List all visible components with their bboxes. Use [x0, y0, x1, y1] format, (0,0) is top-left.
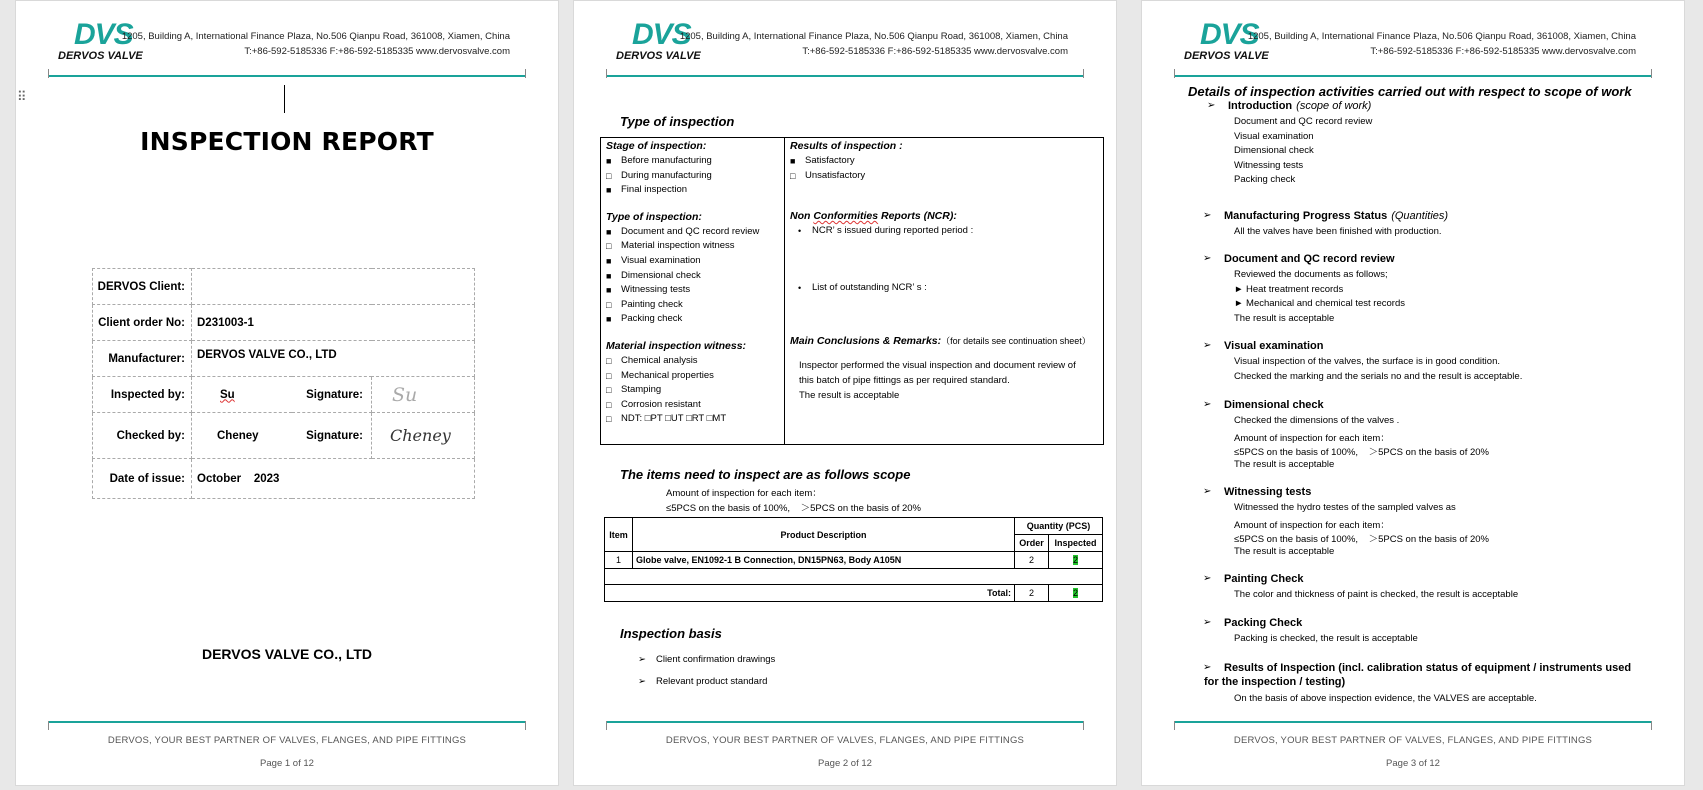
stage-list: [606, 154, 782, 198]
document-page-2: [573, 0, 1117, 786]
section-title-text: Results of Inspection (incl. calibration status of equipment / instruments used: [1224, 662, 1632, 674]
order-header: Order: [1015, 535, 1049, 552]
margin-mark: [1651, 69, 1652, 78]
checkbox-label: Dimensional check: [621, 269, 701, 281]
details-heading: Details of inspection activities carried out with respect to scope of work: [1188, 84, 1632, 99]
arrow-bullet-icon: ➢: [1203, 662, 1212, 673]
page-number: Page 3 of 12: [1386, 758, 1440, 769]
section-line: The result is acceptable: [1234, 458, 1335, 470]
footer-rule: [606, 721, 1084, 723]
basis-item-text: Relevant product standard: [655, 676, 768, 687]
checkbox-icon[interactable]: □: [606, 399, 612, 410]
inspected-signature-label: Signature:: [292, 377, 372, 413]
basis-item: ➢ Client confirmation drawings: [638, 654, 776, 665]
footer-slogan: DERVOS, YOUR BEST PARTNER OF VALVES, FLANGES, AND PIPE FITTINGS: [1233, 735, 1593, 746]
margin-mark: [48, 69, 49, 78]
basis-item: ➢ Relevant product standard: [638, 676, 768, 687]
section-line: ≤5PCS on the basis of 100%, ＞5PCS on the basis of 20%: [1234, 534, 1489, 546]
section-title-text: Witnessing tests: [1224, 486, 1312, 498]
contact-line: T:+86-592-5185336 F:+86-592-5185335 www.dervosvalve.com: [802, 46, 1068, 57]
logo-mark: DVS: [632, 18, 691, 51]
section-line: Document and QC record review: [1234, 116, 1373, 127]
arrow-bullet-icon: ➢: [1203, 253, 1212, 264]
checkbox-item[interactable]: [790, 169, 1100, 184]
items-table: [604, 517, 1103, 602]
section-heading: [1204, 662, 1631, 674]
table-row: [93, 305, 475, 341]
scope-heading: The items need to inspect are as follows scope: [620, 467, 911, 482]
checkbox-icon[interactable]: ■: [606, 270, 612, 281]
checkbox-item[interactable]: [606, 369, 782, 384]
contact-line: T:+86-592-5185336 F:+86-592-5185335 www.dervosvalve.com: [1370, 46, 1636, 57]
checkbox-icon[interactable]: □: [606, 385, 612, 396]
quantity-header: Quantity (PCS): [1015, 518, 1103, 535]
section-heading: [1204, 399, 1324, 411]
logo-name: DERVOS VALVE: [1184, 50, 1269, 62]
main-conclusions-heading: [790, 333, 1100, 349]
results-list: [790, 154, 1100, 183]
section-title-text: Packing Check: [1224, 617, 1303, 629]
checkbox-label: During manufacturing: [621, 169, 712, 181]
checkbox-label: Unsatisfactory: [805, 169, 866, 181]
section-note: (Quantities): [1391, 210, 1449, 222]
ncr-outstanding: • List of outstanding NCR’ s :: [798, 281, 927, 293]
logo-mark: DVS: [1200, 18, 1259, 51]
checkbox-item[interactable]: [606, 239, 782, 254]
scope-line: Amount of inspection for each item：: [666, 488, 822, 499]
main-text-line: this batch of pipe fittings as per required standard.: [799, 374, 1010, 386]
checkbox-item[interactable]: [606, 269, 782, 284]
section-heading: [1208, 100, 1371, 112]
section-title: [1204, 486, 1311, 498]
section-title-text: Introduction: [1228, 100, 1293, 112]
main-heading-text: Main Conclusions & Remarks:: [790, 335, 942, 348]
section-line: Amount of inspection for each item：: [1234, 519, 1390, 531]
inspected-signature: [372, 377, 475, 413]
section-line: Packing is checked, the result is acceptable: [1234, 633, 1418, 644]
section-title-text: Manufacturing Progress Status: [1224, 210, 1388, 222]
inspection-basis-heading: Inspection basis: [620, 626, 722, 641]
checkbox-icon[interactable]: ■: [790, 156, 796, 166]
section-line: Reviewed the documents as follows;: [1234, 269, 1388, 280]
section-title: [1204, 340, 1323, 352]
inspected-name: Su: [220, 388, 235, 401]
signature-image: Su: [392, 383, 418, 406]
section-note: (scope of work): [1296, 100, 1372, 112]
table-row: [93, 459, 475, 499]
checkbox-label: Chemical analysis: [621, 354, 698, 366]
table-header-row: [605, 518, 1103, 535]
inspected-value[interactable]: [192, 377, 292, 413]
section-title: [1204, 210, 1448, 222]
main-text-line: Inspector performed the visual inspection and document review of: [799, 360, 1076, 372]
margin-mark: [1174, 721, 1175, 730]
section-line: Visual examination: [1234, 130, 1314, 142]
checkbox-icon[interactable]: □: [606, 170, 612, 181]
section-line: Checked the dimensions of the valves .: [1234, 415, 1400, 426]
checkbox-label: Material inspection witness: [621, 240, 735, 252]
header-rule: [606, 75, 1084, 77]
column-divider: [784, 138, 785, 444]
checkbox-label: NDT: □PT □UT □RT □MT: [621, 413, 727, 425]
header-rule: [1174, 75, 1652, 77]
type-list: [606, 225, 782, 327]
table-row: [93, 413, 475, 459]
stage-heading: Stage of inspection:: [606, 140, 707, 152]
arrow-bullet-icon: ➢: [1203, 486, 1212, 497]
checkbox-icon[interactable]: □: [606, 299, 612, 310]
checkbox-icon[interactable]: ■: [606, 156, 612, 166]
ncr-heading: [790, 208, 1100, 224]
inspection-summary-box: [600, 137, 1104, 445]
order-label: Client order No:: [93, 305, 192, 341]
section-line: ► Mechanical and chemical test records: [1234, 298, 1405, 310]
checkbox-item[interactable]: [606, 298, 782, 313]
footer-slogan: DERVOS, YOUR BEST PARTNER OF VALVES, FLANGES, AND PIPE FITTINGS: [107, 735, 467, 746]
margin-mark: [525, 69, 526, 78]
section-title: [1208, 100, 1371, 112]
item-cell: 1: [605, 552, 633, 569]
checkbox-icon[interactable]: □: [606, 241, 612, 252]
type-subheading: Type of inspection:: [606, 210, 702, 223]
arrow-bullet-icon: ➢: [1203, 340, 1212, 351]
contact-line: T:+86-592-5185336 F:+86-592-5185335 www.dervosvalve.com: [244, 46, 510, 57]
address-line: 1205, Building A, International Finance Plaza, No.506 Qianpu Road, 361008, Xiamen, China: [121, 31, 510, 42]
checkbox-icon[interactable]: ■: [606, 185, 612, 196]
checkbox-item[interactable]: [606, 283, 782, 298]
section-title: [1204, 399, 1324, 411]
checkbox-label: Before manufacturing: [621, 155, 712, 166]
section-heading: [1204, 486, 1311, 498]
checkbox-item[interactable]: [606, 312, 782, 327]
section-title-text: Dimensional check: [1224, 399, 1324, 411]
checkbox-icon[interactable]: □: [606, 355, 612, 366]
section-line: Visual inspection of the valves, the surface is in good condition.: [1234, 356, 1500, 367]
arrow-bullet-icon: ➢: [1203, 399, 1212, 410]
page-number: Page 1 of 12: [260, 758, 314, 769]
section-title: [1204, 573, 1303, 585]
section-line: Witnessing tests: [1234, 159, 1304, 171]
section-line: All the valves have been finished with production.: [1234, 226, 1442, 237]
section-title: [1204, 253, 1395, 265]
checkbox-label: Visual examination: [621, 254, 701, 266]
address-line: 1205, Building A, International Finance Plaza, No.506 Qianpu Road, 361008, Xiamen, China: [1247, 31, 1636, 42]
checkbox-icon[interactable]: ■: [606, 285, 612, 296]
client-value[interactable]: [192, 269, 475, 305]
margin-mark: [1174, 69, 1175, 78]
checkbox-label: Packing check: [621, 313, 683, 325]
checkbox-label: Witnessing tests: [621, 284, 691, 296]
section-line: Checked the marking and the serials no and the result is acceptable.: [1234, 370, 1523, 382]
checkbox-item[interactable]: [606, 398, 782, 413]
date-value[interactable]: October 2023: [192, 459, 475, 499]
material-heading: Material inspection witness:: [606, 339, 747, 352]
checkbox-item[interactable]: [606, 254, 782, 269]
footer-rule: [48, 721, 526, 723]
margin-mark: [48, 721, 49, 730]
checkbox-label: Document and QC record review: [621, 225, 760, 237]
report-info-table: [92, 268, 475, 499]
section-line: Amount of inspection for each item：: [1234, 432, 1390, 444]
page-number: Page 2 of 12: [818, 758, 872, 769]
logo-mark: DVS: [74, 18, 133, 51]
section-title: [1204, 617, 1302, 629]
section-line: The color and thickness of paint is checked, the result is acceptable: [1234, 589, 1519, 600]
checkbox-label: Corrosion resistant: [621, 398, 701, 410]
arrow-bullet-icon: ➢: [1203, 573, 1212, 584]
section-title-text: Document and QC record review: [1224, 253, 1395, 265]
checkbox-item[interactable]: [606, 412, 782, 427]
order-value[interactable]: D231003-1: [192, 305, 475, 341]
ncr-heading-text: Non Conformities Reports (NCR):: [790, 210, 957, 223]
checkbox-label: Painting check: [621, 298, 683, 310]
results-heading: Results of inspection :: [790, 140, 903, 152]
logo-name: DERVOS VALVE: [616, 50, 701, 62]
report-title: INSPECTION REPORT: [140, 127, 434, 156]
header-address: [680, 29, 1068, 59]
section-line: ► Heat treatment records: [1234, 283, 1344, 295]
section-line: Dimensional check: [1234, 145, 1314, 157]
checkbox-label: Mechanical properties: [621, 369, 714, 381]
inspected-header: Inspected: [1049, 535, 1103, 552]
checkbox-item[interactable]: [606, 383, 782, 398]
material-list: [606, 354, 782, 427]
client-label: DERVOS Client:: [93, 269, 192, 305]
inspected-label: Inspected by:: [93, 377, 192, 413]
section-title-text: Visual examination: [1224, 340, 1324, 352]
checkbox-icon[interactable]: □: [606, 414, 612, 425]
arrow-bullet-icon: ➢: [1207, 100, 1216, 111]
right-column: [790, 138, 1100, 403]
margin-mark: [606, 721, 607, 730]
section-line: The result is acceptable: [1234, 545, 1335, 557]
table-row: [93, 341, 475, 377]
section-title-continued: for the inspection / testing): [1204, 676, 1346, 688]
section-title-text: Painting Check: [1224, 573, 1304, 585]
margin-mark: [606, 69, 607, 78]
section-line: The result is acceptable: [1234, 312, 1335, 324]
main-text-line: The result is acceptable: [799, 389, 900, 401]
checkbox-icon[interactable]: ■: [606, 255, 612, 266]
section-heading: [1204, 573, 1303, 585]
type-of-inspection-heading: Type of inspection: [620, 114, 735, 129]
checkbox-icon[interactable]: ■: [606, 314, 612, 325]
ncr-issued-text: NCR’ s issued during reported period :: [812, 225, 974, 237]
document-page-1: [15, 0, 559, 786]
header-address: [1248, 29, 1636, 59]
checkbox-item[interactable]: [606, 354, 782, 369]
footer-rule: [1174, 721, 1652, 723]
checkbox-item[interactable]: [606, 225, 782, 240]
description-cell: Globe valve, EN1092-1 B Connection, DN15PN63, Body A105N: [633, 552, 1015, 569]
section-line: ≤5PCS on the basis of 100%, ＞5PCS on the basis of 20%: [1234, 447, 1489, 459]
checkbox-icon[interactable]: ■: [606, 226, 612, 237]
table-total-row: [605, 585, 1103, 602]
left-column: [606, 138, 782, 427]
margin-mark: [1651, 721, 1652, 730]
section-title: [1204, 662, 1631, 674]
ncr-outstanding-text: List of outstanding NCR’ s :: [812, 281, 927, 293]
manufacturer-label: Manufacturer:: [93, 341, 192, 377]
section-heading: [1204, 617, 1302, 629]
checked-label: Checked by:: [93, 413, 192, 459]
main-note: （for details see continuation sheet）: [941, 336, 1091, 347]
table-row: [93, 377, 475, 413]
checkbox-icon[interactable]: □: [790, 170, 796, 181]
footer-slogan: DERVOS, YOUR BEST PARTNER OF VALVES, FLANGES, AND PIPE FITTINGS: [665, 735, 1025, 746]
margin-mark: [525, 721, 526, 730]
header-address: [122, 29, 510, 59]
total-order: 2: [1015, 585, 1049, 602]
signature-image: Cheney: [390, 426, 451, 445]
checkbox-item[interactable]: [606, 169, 782, 184]
checkbox-label: Stamping: [621, 384, 662, 396]
date-label: Date of issue:: [93, 459, 192, 499]
section-line: Witnessed the hydro testes of the sampled valves as: [1234, 502, 1456, 513]
section-line: On the basis of above inspection evidence, the VALVES are acceptable.: [1234, 693, 1537, 704]
section-heading: [1204, 253, 1395, 265]
checkbox-item[interactable]: [606, 154, 782, 169]
checkbox-label: Final inspection: [621, 184, 688, 196]
description-header: Product Description: [633, 518, 1015, 552]
basis-item-text: Client confirmation drawings: [655, 654, 776, 665]
checkbox-item[interactable]: [790, 154, 1100, 169]
manufacturer-value[interactable]: DERVOS VALVE CO., LTD: [192, 341, 475, 377]
checkbox-item[interactable]: [606, 183, 782, 198]
margin-mark: [1083, 721, 1084, 730]
item-header: Item: [605, 518, 633, 552]
drag-handle-icon[interactable]: ⠿: [17, 89, 27, 104]
ncr-issued: • NCR’ s issued during reported period :: [798, 225, 974, 237]
arrow-bullet-icon: ➢: [1203, 617, 1212, 628]
company-name: DERVOS VALVE CO., LTD: [201, 646, 373, 662]
checked-signature-label: Signature:: [292, 413, 372, 459]
table-row: [93, 269, 475, 305]
document-page-3: [1141, 0, 1685, 786]
total-inspected: 2: [1072, 588, 1078, 598]
total-inspected-cell: [1049, 585, 1103, 602]
logo-name: DERVOS VALVE: [58, 50, 143, 62]
arrow-bullet-icon: ➢: [1203, 210, 1212, 221]
checked-signature: [372, 413, 475, 459]
checkbox-icon[interactable]: □: [606, 370, 612, 381]
total-label: Total:: [605, 585, 1015, 602]
table-row: [605, 569, 1103, 585]
scope-line: ≤5PCS on the basis of 100%, ＞5PCS on the basis of 20%: [666, 503, 921, 514]
table-row: [605, 552, 1103, 569]
inspected-value: 2: [1072, 555, 1078, 565]
section-heading: [1204, 210, 1448, 222]
inspected-cell: [1049, 552, 1103, 569]
address-line: 1205, Building A, International Finance Plaza, No.506 Qianpu Road, 361008, Xiamen, China: [679, 31, 1068, 42]
order-cell: 2: [1015, 552, 1049, 569]
header-rule: [48, 75, 526, 77]
checked-value[interactable]: Cheney: [192, 413, 292, 459]
margin-mark: [1083, 69, 1084, 78]
checkbox-label: Satisfactory: [805, 155, 855, 166]
section-heading: [1204, 340, 1323, 352]
section-line: Packing check: [1234, 174, 1296, 186]
text-cursor: [284, 85, 285, 113]
